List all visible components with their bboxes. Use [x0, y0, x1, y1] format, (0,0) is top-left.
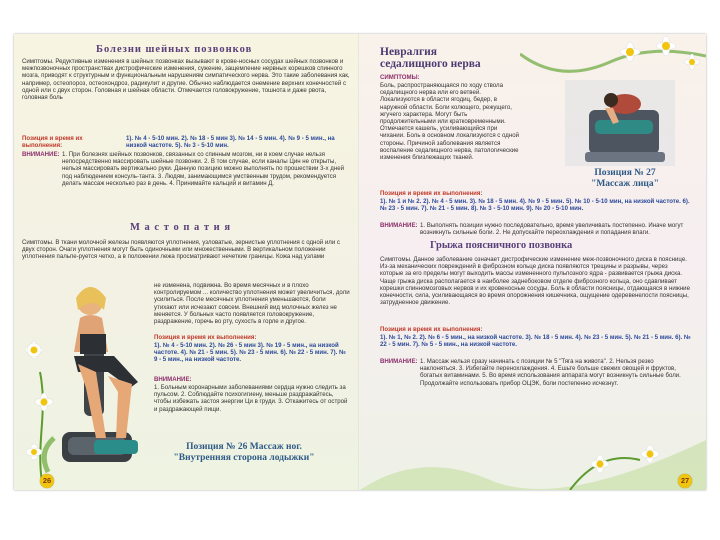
neuralgia-position-values: 1). № 1 и № 2. 2). № 4 - 5 мин. 3). № 18 - 5 мин. 4). № 9 - 5 мин. 5). № 10 - 5-10 мин, на низкой частоте. 6). № 23 - 5 мин. 7). № 21 - 5 мин. 8). № 3 - 5-10 мин. 9). № 20 - 5-10 мин. [380, 198, 690, 213]
hernia-position-label: Позиция и время их выполнения: [380, 326, 483, 333]
daisy-cluster-icon [520, 34, 706, 84]
caption-26-line2: "Внутренняя сторона лодыжки" [173, 452, 315, 463]
mastopathy-position-values: 1). № 4 - 5-10 мин. 2). № 26 - 5 мин 3). № 19 - 5 мин., на низкой частоте. 4). № 21 - 5 мин. 5). № 23 - 5 мин. 6). № 22 - 5 мин. 7). № 9 - 5 мин., на низкой частоте. [154, 342, 346, 364]
mastopathy-position-label: Позиция и время их выполнения: [154, 334, 257, 341]
hernia-position-values: 1). № 1, № 2. 2). № 6 - 5 мин., на низкой частоте. 3). № 18 - 5 мин. 4). № 23 - 5 мин. 5). № 21 - 5 мин. 6). № 22 - 5 мин. 7). № 5 - 5 мин., на низкой частоте. [380, 334, 691, 349]
mastopathy-note-text: 1. Больным коронарными заболеваниями сердца нужно следить за пульсом. 2. Соблюдайте психогигиену, меньше раздражайтесь, чтобы избежать застоя энергии Ци в груди. 3. Откажитесь от острой и раздражающей пищи. [154, 384, 348, 413]
hernia-title: Грыжа поясничного позвонка [430, 240, 573, 251]
neck-note-text: 1. При болезнях шейных позвонков, связанных со спинным мозгом, ни в коем случае нельзя непосредственно массировать шейные позвонки. 2. В том случае, если каналы Цин не открыты, нельзя массировать вертикально руки. Данную позицию можно выполнять по прошествии 3-х дней под наблюдением консуль-танта. 3. Людям, занимающимся умственным трудом, рекомендуется делать массаж несколько раз в день. 4. Принимайте кальций и витамин Д. [62, 151, 345, 187]
neuralgia-note-text: 1. Выполнять позиции нужно последовательно, время увеличивать постепенно. Иначе могут возникнуть сильные боли. 2. Не допускайте переохлаждения и попадания влаги. [420, 222, 684, 237]
caption-27-line2: "Массаж лица" [591, 178, 659, 189]
mastopathy-text-mid: не изменена, подвижна. Во время месячных и в плохо контролируемом ... количество уплотнения может увеличиться, доли усилиться. После месячных уплотнения уменьшаются, боли утихают или исчезают совсем. Внешний вид молочных желез не меняется. У больных часто появляется головокружение, раздражение, горечь во рту, сухость в горле и другое. [154, 282, 350, 325]
neuralgia-position-label: Позиция и время их выполнения: [380, 190, 483, 197]
neuralgia-symptoms-text: Боль, распространяющаяся по ходу ствола седалищного нерва или его ветвей. Локализуются в области ягодиц, бедер, в наружной области. Боли колющего, режущего, жгучего характера. Могут быть продолжительными или кратковременными. Отмечается кашель, усиливающийся при чихании. Боль в основном локализуются с одной стороны. Причиной заболевания является воспаление седалищного нерва, патологические изменения близлежащих тканей. [380, 82, 520, 161]
neuralgia-title-line2: седалищного нерва [380, 58, 481, 70]
neuralgia-title-line1: Невралгия [380, 46, 438, 58]
figure-caption-27 [560, 168, 690, 190]
mastopathy-title: М а с т о п а т и я [130, 222, 232, 233]
neck-position-label: Позиция и время их выполнения: [22, 135, 83, 150]
hernia-note-text: 1. Массаж нельзя сразу начинать с позиции № 5 "Тяга на живота". 2. Нельзя резко наклоняться. 3. Избегайте перенохлаждения. 4. Ешьте больше свежих овощей и фруктов, богатых витаминами. 5. Во время использования аппарата могут возникнуть сильные боли. Продолжайте использовать прибор ОЦЭК, боли постепенно исчезнут. [420, 358, 681, 387]
hernia-text: Симптомы. Данное заболевание означает дистрофические изменение меж-позвоночного диска в пояснице. Из-за механических повреждений в фиброзном кольце диска появляются трещины и разрывы, через которые за его пределы могут выходить массы измененного пульпозного ядра - развивается грыжа диска. Чаще грыжа диска располагается в наиболее заднебоковом отделе фиброзного кольца, оно сдавливает корешки спинномозговых нервов и их кровеносные сосуды. Боль в области поясницы, отдающаяся в нижние конечности, сила, усиливающаяся во время опорожнения кишечника, ощущение одеревенелости поясницы, затрудненное движение. [380, 256, 690, 307]
neck-note-label: ВНИМАНИЕ: [22, 151, 60, 158]
neck-position-values: 1). № 4 - 5-10 мин. 2). № 18 - 5 мин 3). № 14 - 5 мин. 4). № 9 - 5 мин., на низкой частоте. 5). № 3 - 5-10 мин. [126, 135, 335, 150]
book-spread [14, 34, 706, 490]
face-massage-photo [565, 80, 675, 166]
leaf-decoration-icon [360, 394, 706, 490]
left-page [14, 34, 360, 490]
neuralgia-note-label: ВНИМАНИЕ: [380, 222, 418, 229]
page-number-right: 27 [678, 474, 692, 488]
neuralgia-symptoms-label: СИМПТОМЫ: [380, 74, 420, 81]
woman-with-massager-photo [54, 272, 154, 472]
hernia-note-label: ВНИМАНИЕ: [380, 358, 418, 365]
right-page [360, 34, 706, 490]
mastopathy-text-top: Симптомы. В ткани молочной железы появляются уплотнения, узловатые, зернистые уплотнения с одной или с двух сторон. Очаги уплотнения могут быть одиночными или множественными. В вертикальном положении уплотнения пальпе-руется четко, а в положении лежа просматривают нечеткие границы. Кожа над узлами [22, 239, 340, 261]
neck-title: Болезни шейных позвонков [96, 44, 253, 55]
caption-27-line1: Позиция № 27 [594, 168, 656, 178]
neck-text: Симптомы. Редуктивные изменения в шейных позвонках вызывают в крове-носных сосудах шейных позвонков и межпозвоночных пространствах дистрофические изменения, сужение, защемление нервных корешков спинного мозга, приводят к структурным и функциональным нарушениям симпатического нерва. Это такие заболевания как, например, остеопороз, остеохондроз, радикулит и другие. Обычно наблюдается онемение верхних конечностей с одной или с двух сторон. Головная и шейная области. Отмечается головокружение, тошнота и даже рвота, головная боль [22, 58, 350, 101]
figure-caption-26 [144, 442, 344, 464]
caption-26-line1: Позиция № 26 Массаж ног. [186, 442, 302, 452]
page-number-left: 26 [40, 474, 54, 488]
mastopathy-note-label: ВНИМАНИЕ: [154, 376, 192, 383]
